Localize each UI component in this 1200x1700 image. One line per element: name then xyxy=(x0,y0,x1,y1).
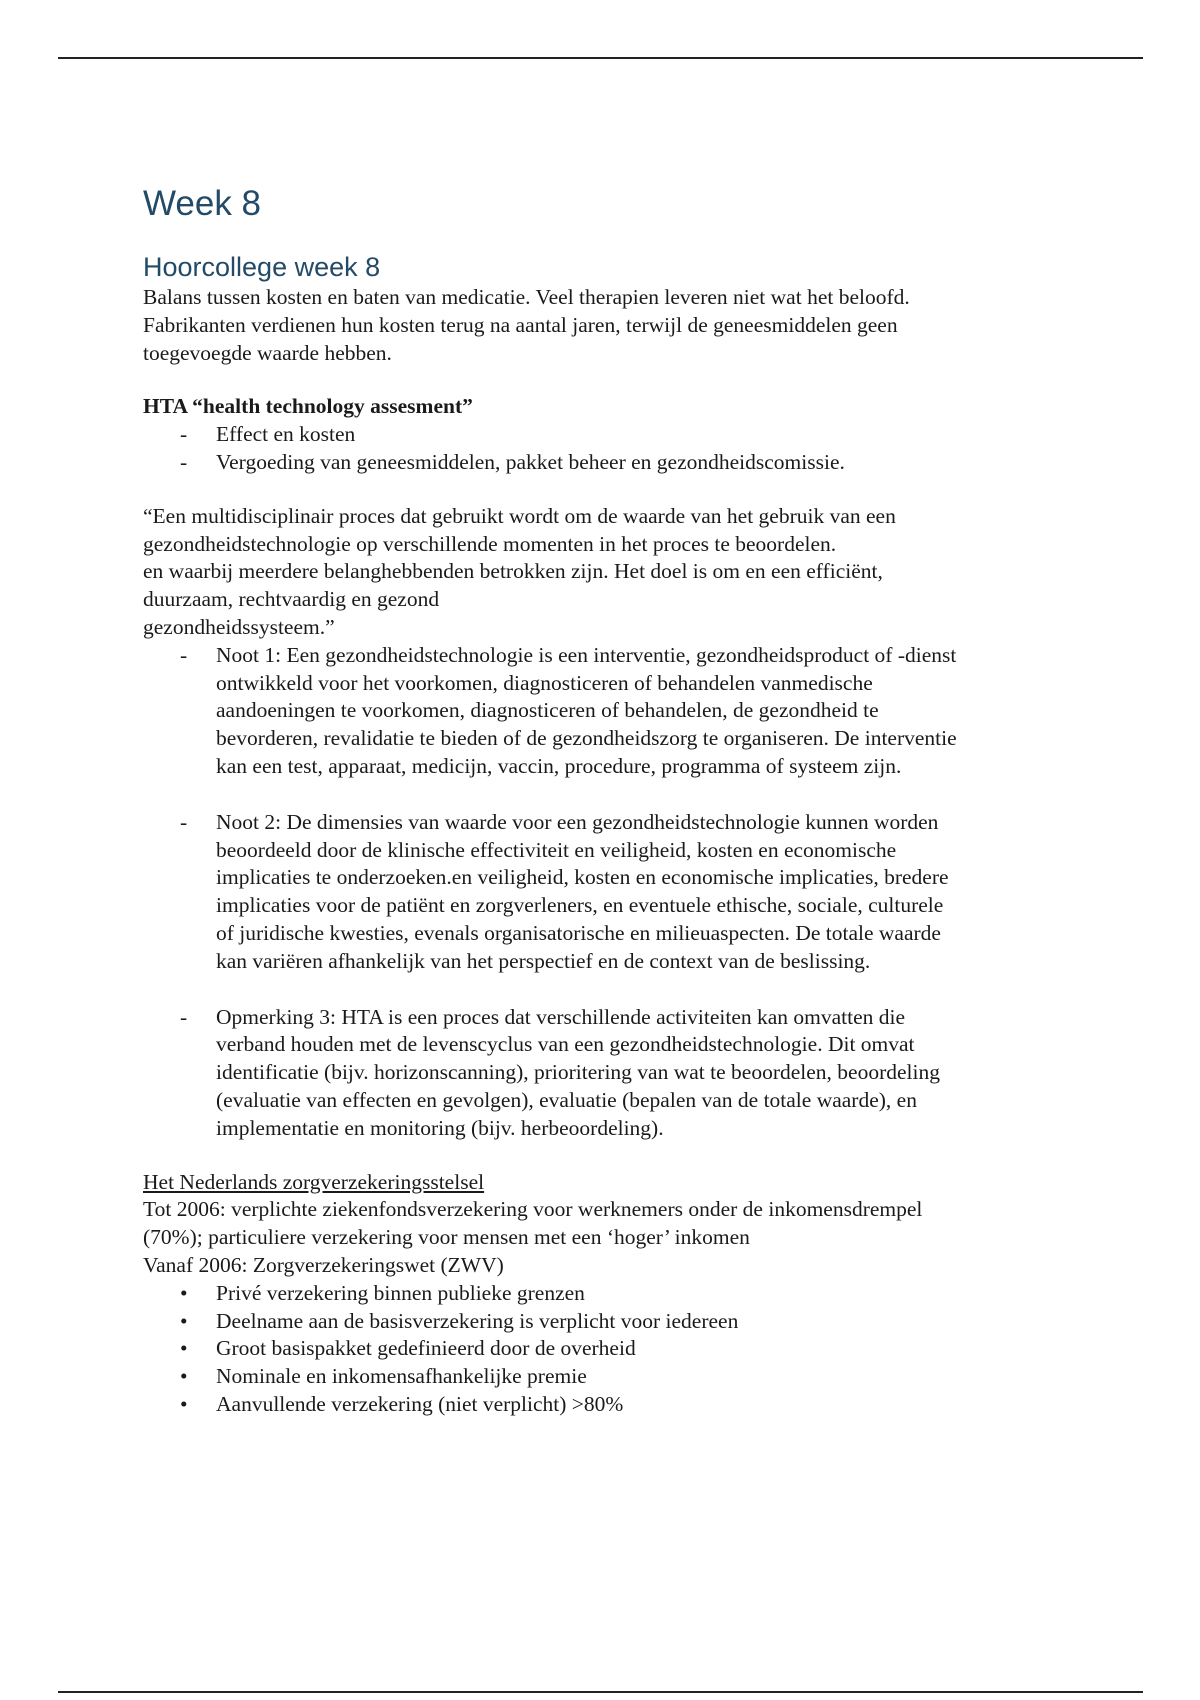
hta-list xyxy=(143,421,1073,477)
text-line: kan variëren afhankelijk van het perspectief en de context van de beslissing. xyxy=(216,948,871,973)
text-line: aandoeningen te voorkomen, diagnosticeren of behandelen, de gezondheid te xyxy=(216,698,879,723)
text-line: en waarbij meerdere belanghebbenden betrokken zijn. Het doel is om en een efficiënt, xyxy=(143,559,883,584)
list-item: • Groot basispakket gedefinieerd door de overheid xyxy=(143,1335,1073,1363)
text-line: kan een test, apparaat, medicijn, vaccin, procedure, programma of systeem zijn. xyxy=(216,753,902,778)
text-line: Fabrikanten verdienen hun kosten terug na aantal jaren, terwijl de geneesmiddelen geen xyxy=(143,312,898,337)
page-title: Week 8 xyxy=(143,184,262,223)
footer-rule xyxy=(58,1691,1143,1693)
text-line: duurzaam, rechtvaardig en gezond xyxy=(143,587,440,612)
nl-system-heading: Het Nederlands zorgverzekeringsstelsel xyxy=(143,1169,485,1194)
nl-system-paragraph xyxy=(143,1196,1073,1279)
notes-list xyxy=(143,642,1073,1143)
text-line: toegevoegde waarde hebben. xyxy=(143,340,392,365)
text-line: implementatie en monitoring (bijv. herbeoordeling). xyxy=(216,1115,664,1140)
note-item xyxy=(143,1004,1073,1143)
text-line: Vanaf 2006: Zorgverzekeringswet (ZWV) xyxy=(143,1252,504,1277)
text-line: bevorderen, revalidatie te bieden of de gezondheidszorg te organiseren. De interventie xyxy=(216,726,957,751)
text-line: - Opmerking 3: HTA is een proces dat verschillende activiteiten kan omvatten die xyxy=(216,1004,906,1029)
list-item: • Deelname aan de basisverzekering is verplicht voor iedereen xyxy=(143,1308,1073,1336)
document-body xyxy=(143,180,1073,1419)
text-line: ontwikkeld voor het voorkomen, diagnosticeren of behandelen vanmedische xyxy=(216,670,873,695)
text-line: gezondheidssysteem.” xyxy=(143,614,335,639)
text-line: (evaluatie van effecten en gevolgen), evaluatie (bepalen van de totale waarde), en xyxy=(216,1087,917,1112)
text-line: beoordeeld door de klinische effectiviteit en veiligheid, kosten en economische xyxy=(216,837,897,862)
nl-system-list xyxy=(143,1280,1073,1419)
list-item: • Privé verzekering binnen publieke grenzen xyxy=(143,1280,1073,1308)
note-item xyxy=(143,642,1073,781)
list-item: - Effect en kosten xyxy=(143,421,1073,449)
list-item: - Vergoeding van geneesmiddelen, pakket beheer en gezondheidscomissie. xyxy=(143,449,1073,477)
text-line: (70%); particuliere verzekering voor mensen met een ‘hoger’ inkomen xyxy=(143,1225,750,1250)
text-line: - Noot 2: De dimensies van waarde voor een gezondheidstechnologie kunnen worden xyxy=(216,809,939,834)
intro-paragraph xyxy=(143,284,1073,367)
text-line: identificatie (bijv. horizonscanning), prioritering van wat te beoordelen, beoordeling xyxy=(216,1060,940,1085)
text-line: “Een multidisciplinair proces dat gebruikt wordt om de waarde van het gebruik van een xyxy=(143,503,896,528)
list-item: • Nominale en inkomensafhankelijke premie xyxy=(143,1363,1073,1391)
hta-heading: HTA “health technology assesment” xyxy=(143,394,473,419)
text-line: of juridische kwesties, evenals organisatorische en milieuaspecten. De totale waarde xyxy=(216,920,941,945)
text-line: Tot 2006: verplichte ziekenfondsverzekering voor werknemers onder de inkomensdrempel xyxy=(143,1197,923,1222)
text-line: implicaties te onderzoeken.en veiligheid, kosten en economische implicaties, bredere xyxy=(216,865,949,890)
text-line: Balans tussen kosten en baten van medicatie. Veel therapien leveren niet wat het beloofd. xyxy=(143,285,910,309)
note-item xyxy=(143,809,1073,976)
list-item: • Aanvullende verzekering (niet verplicht) >80% xyxy=(143,1391,1073,1419)
text-line: implicaties voor de patiënt en zorgverleners, en eventuele ethische, sociale, culturele xyxy=(216,893,944,918)
section-heading: Hoorcollege week 8 xyxy=(143,252,381,282)
text-line: - Noot 1: Een gezondheidstechnologie is een interventie, gezondheidsproduct of -dienst xyxy=(216,642,957,667)
header-rule xyxy=(58,57,1143,59)
text-line: verband houden met de levenscyclus van een gezondheidstechnologie. Dit omvat xyxy=(216,1032,915,1057)
text-line: gezondheidstechnologie op verschillende momenten in het proces te beoordelen. xyxy=(143,531,837,556)
hta-definition-quote xyxy=(143,503,1073,642)
